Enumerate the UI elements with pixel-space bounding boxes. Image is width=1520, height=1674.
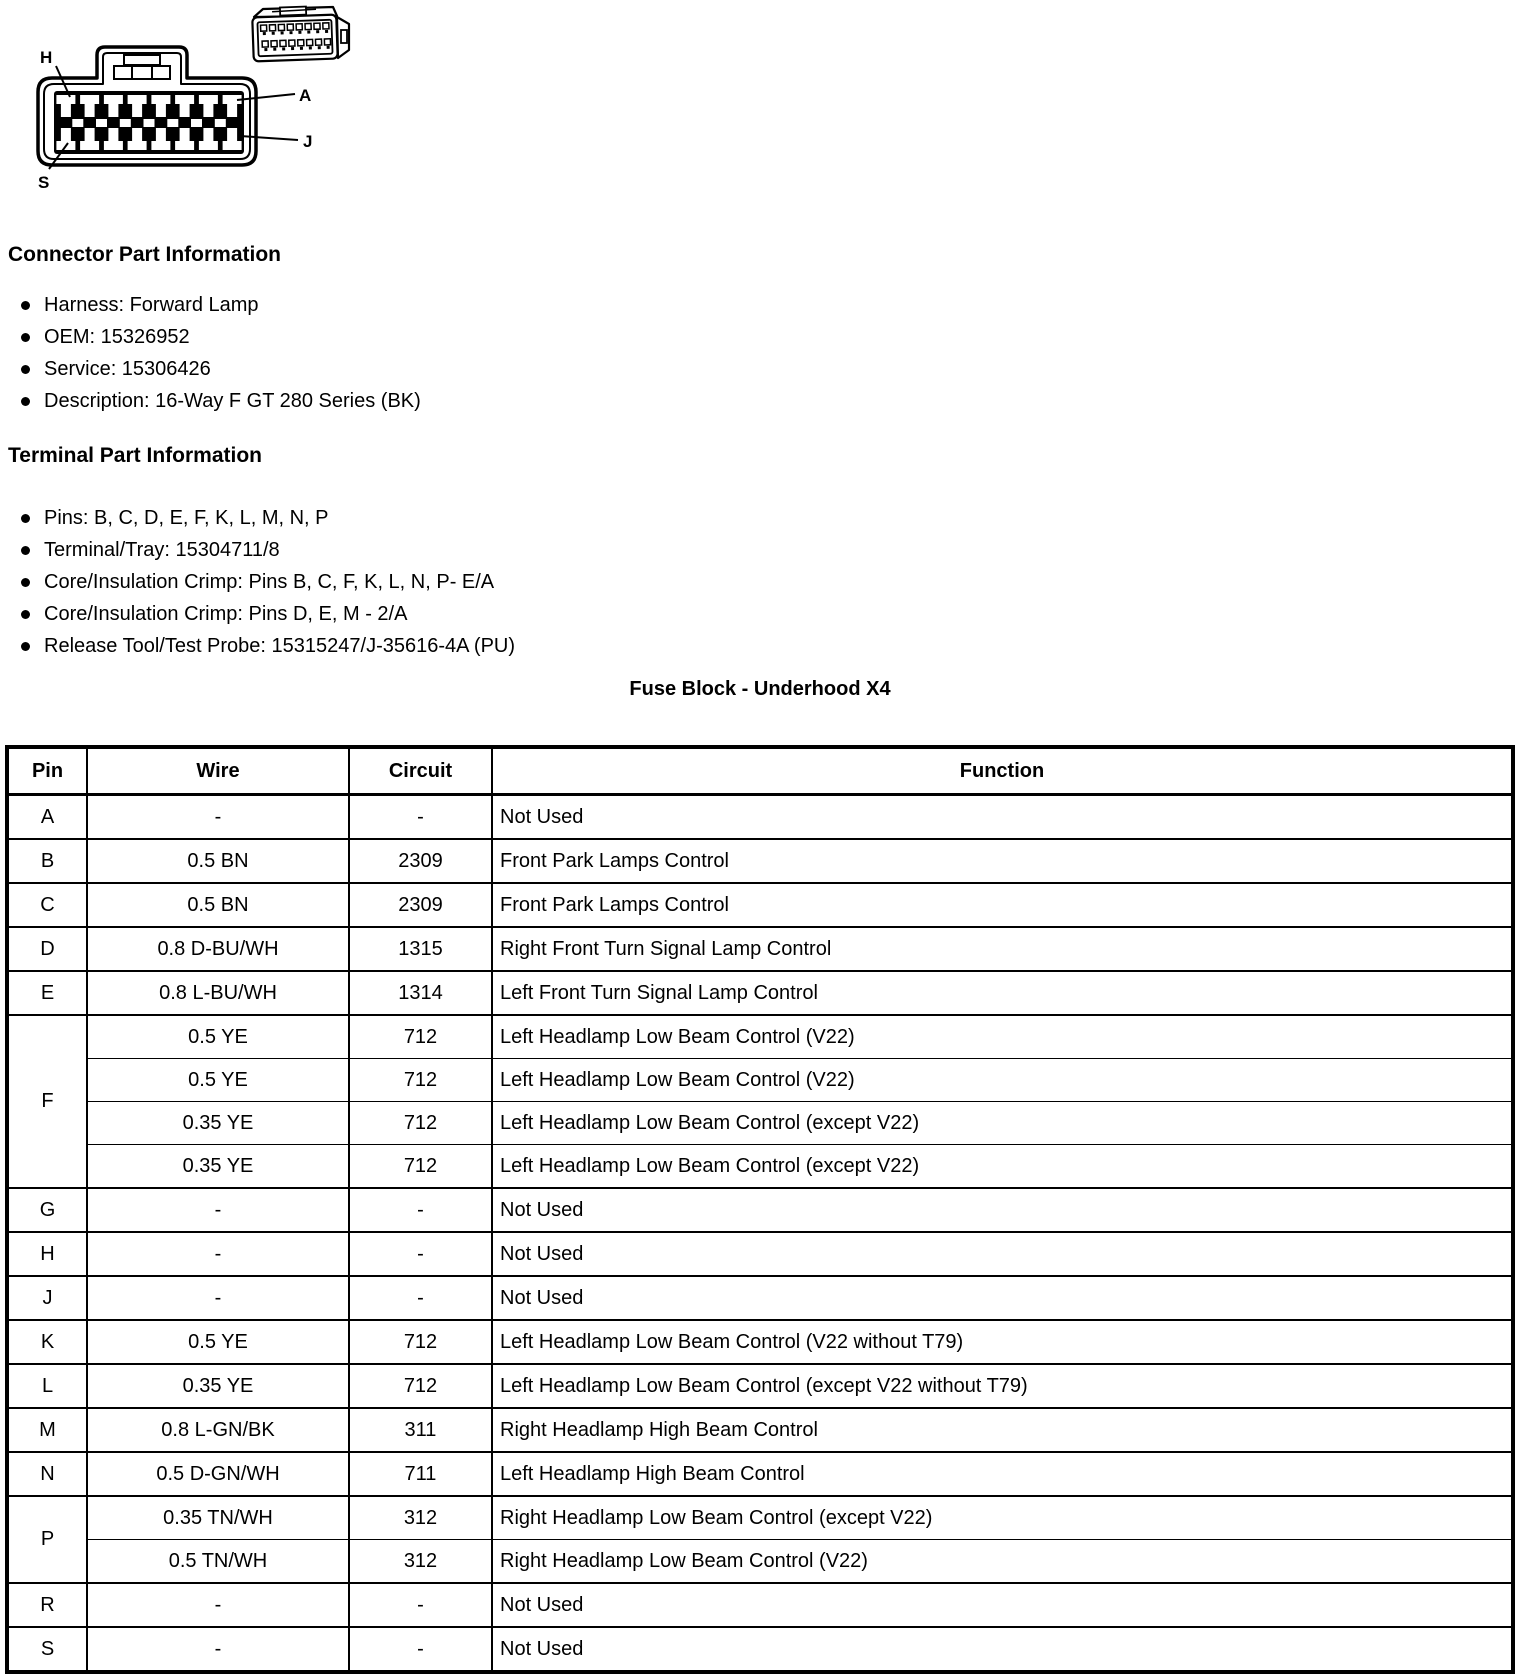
wire-cell: 0.8 L-GN/BK: [87, 1408, 349, 1452]
function-cell: Not Used: [492, 1276, 1513, 1320]
pin-cell: M: [7, 1408, 87, 1452]
pin-cell: H: [7, 1232, 87, 1276]
function-cell: Left Headlamp Low Beam Control (except V22): [492, 1145, 1513, 1189]
circuit-cell: 2309: [349, 839, 492, 883]
circuit-cell: 311: [349, 1408, 492, 1452]
col-header-pin: Pin: [7, 747, 87, 795]
latch-notch: [124, 55, 160, 65]
circuit-cell: 2309: [349, 883, 492, 927]
circuit-cell: -: [349, 1232, 492, 1276]
pin-function-table: [5, 745, 1515, 1674]
function-cell: Right Headlamp Low Beam Control (V22): [492, 1540, 1513, 1584]
bullet-item: Description: 16-Way F GT 280 Series (BK): [0, 385, 1520, 417]
circuit-cell: 712: [349, 1059, 492, 1102]
function-cell: Not Used: [492, 795, 1513, 840]
function-cell: Right Front Turn Signal Lamp Control: [492, 927, 1513, 971]
table-row: [7, 1232, 1513, 1276]
pin-cell: F: [7, 1015, 87, 1188]
circuit-cell: -: [349, 1627, 492, 1672]
wire-cell: 0.5 D-GN/WH: [87, 1452, 349, 1496]
connector-diagram-svg: [0, 0, 370, 215]
section-heading-terminal: Terminal Part Information: [8, 444, 262, 467]
wire-cell: -: [87, 1583, 349, 1627]
pin-cell: K: [7, 1320, 87, 1364]
circuit-cell: 712: [349, 1102, 492, 1145]
bullet-item: Release Tool/Test Probe: 15315247/J-35616-4A (PU): [0, 630, 1520, 662]
wire-cell: -: [87, 1232, 349, 1276]
circuit-cell: 1315: [349, 927, 492, 971]
wire-cell: -: [87, 795, 349, 840]
circuit-cell: 712: [349, 1364, 492, 1408]
function-cell: Front Park Lamps Control: [492, 883, 1513, 927]
pin-cell: N: [7, 1452, 87, 1496]
bullet-item: OEM: 15326952: [0, 321, 1520, 353]
circuit-cell: 1314: [349, 971, 492, 1015]
latch-lock: [114, 66, 170, 79]
table-row: [7, 1408, 1513, 1452]
circuit-cell: -: [349, 795, 492, 840]
pin-table-body: [7, 795, 1513, 1673]
wire-cell: 0.8 L-BU/WH: [87, 971, 349, 1015]
table-row: [7, 1583, 1513, 1627]
pin-label-j: J: [303, 132, 313, 151]
circuit-cell: -: [349, 1276, 492, 1320]
bullet-item: Service: 15306426: [0, 353, 1520, 385]
pin-cell: E: [7, 971, 87, 1015]
pin-cell: G: [7, 1188, 87, 1232]
function-cell: Left Headlamp Low Beam Control (except V22 without T79): [492, 1364, 1513, 1408]
table-row: [7, 1102, 1513, 1145]
table-row: [7, 971, 1513, 1015]
wire-cell: 0.35 YE: [87, 1364, 349, 1408]
wire-cell: 0.5 YE: [87, 1320, 349, 1364]
table-row: [7, 883, 1513, 927]
wire-cell: -: [87, 1627, 349, 1672]
circuit-cell: 312: [349, 1540, 492, 1584]
table-row: [7, 1320, 1513, 1364]
table-row: [7, 1188, 1513, 1232]
table-title: Fuse Block - Underhood X4: [629, 678, 891, 700]
bullet-item: Pins: B, C, D, E, F, K, L, M, N, P: [0, 502, 1520, 534]
table-header-row: [7, 747, 1513, 795]
table-row: [7, 927, 1513, 971]
pin-label-h: H: [40, 48, 53, 67]
table-row: [7, 795, 1513, 840]
bullet-item: Harness: Forward Lamp: [0, 289, 1520, 321]
bullet-item: Core/Insulation Crimp: Pins D, E, M - 2/A: [0, 598, 1520, 630]
wire-cell: 0.5 BN: [87, 883, 349, 927]
col-header-circuit: Circuit: [349, 747, 492, 795]
function-cell: Not Used: [492, 1583, 1513, 1627]
table-row: [7, 1145, 1513, 1189]
wire-cell: 0.35 TN/WH: [87, 1496, 349, 1540]
wire-cell: 0.35 YE: [87, 1102, 349, 1145]
wire-cell: 0.35 YE: [87, 1145, 349, 1189]
pin-cell: P: [7, 1496, 87, 1583]
table-row: [7, 1540, 1513, 1584]
wire-cell: 0.5 YE: [87, 1059, 349, 1102]
function-cell: Right Headlamp Low Beam Control (except V22): [492, 1496, 1513, 1540]
col-header-wire: Wire: [87, 747, 349, 795]
bullet-item: Core/Insulation Crimp: Pins B, C, F, K, L, N, P- E/A: [0, 566, 1520, 598]
terminal-info-list: [0, 502, 1520, 662]
pin-cell: L: [7, 1364, 87, 1408]
bullet-item: Terminal/Tray: 15304711/8: [0, 534, 1520, 566]
function-cell: Front Park Lamps Control: [492, 839, 1513, 883]
circuit-cell: 712: [349, 1320, 492, 1364]
pin-cell: C: [7, 883, 87, 927]
table-row: [7, 1276, 1513, 1320]
function-cell: Not Used: [492, 1232, 1513, 1276]
circuit-cell: 712: [349, 1015, 492, 1059]
function-cell: Not Used: [492, 1188, 1513, 1232]
wire-cell: 0.8 D-BU/WH: [87, 927, 349, 971]
pin-cell: S: [7, 1627, 87, 1672]
pin-cell: A: [7, 795, 87, 840]
wire-cell: 0.5 YE: [87, 1015, 349, 1059]
connector-info-list: [0, 289, 1520, 417]
table-row: [7, 1364, 1513, 1408]
circuit-cell: -: [349, 1188, 492, 1232]
pin-label-s: S: [38, 173, 50, 192]
circuit-cell: 711: [349, 1452, 492, 1496]
pin-cell: R: [7, 1583, 87, 1627]
circuit-cell: 712: [349, 1145, 492, 1189]
function-cell: Not Used: [492, 1627, 1513, 1672]
connector-diagram: [0, 0, 1520, 218]
table-row: [7, 1627, 1513, 1672]
function-cell: Left Headlamp High Beam Control: [492, 1452, 1513, 1496]
wire-cell: -: [87, 1276, 349, 1320]
function-cell: Left Headlamp Low Beam Control (V22): [492, 1015, 1513, 1059]
wire-cell: -: [87, 1188, 349, 1232]
pin-label-a: A: [299, 86, 312, 105]
circuit-cell: -: [349, 1583, 492, 1627]
pin-cell: J: [7, 1276, 87, 1320]
table-row: [7, 1496, 1513, 1540]
function-cell: Right Headlamp High Beam Control: [492, 1408, 1513, 1452]
col-header-function: Function: [492, 747, 1513, 795]
table-row: [7, 1015, 1513, 1059]
section-heading-connector: Connector Part Information: [8, 243, 282, 266]
pin-cell: B: [7, 839, 87, 883]
function-cell: Left Headlamp Low Beam Control (except V22): [492, 1102, 1513, 1145]
function-cell: Left Front Turn Signal Lamp Control: [492, 971, 1513, 1015]
table-row: [7, 1059, 1513, 1102]
connector-3d-view: [252, 6, 349, 62]
function-cell: Left Headlamp Low Beam Control (V22 without T79): [492, 1320, 1513, 1364]
wire-cell: 0.5 BN: [87, 839, 349, 883]
table-row: [7, 1452, 1513, 1496]
table-row: [7, 839, 1513, 883]
pin-cell: D: [7, 927, 87, 971]
connector-front-view: [38, 47, 312, 192]
wire-cell: 0.5 TN/WH: [87, 1540, 349, 1584]
circuit-cell: 312: [349, 1496, 492, 1540]
function-cell: Left Headlamp Low Beam Control (V22): [492, 1059, 1513, 1102]
